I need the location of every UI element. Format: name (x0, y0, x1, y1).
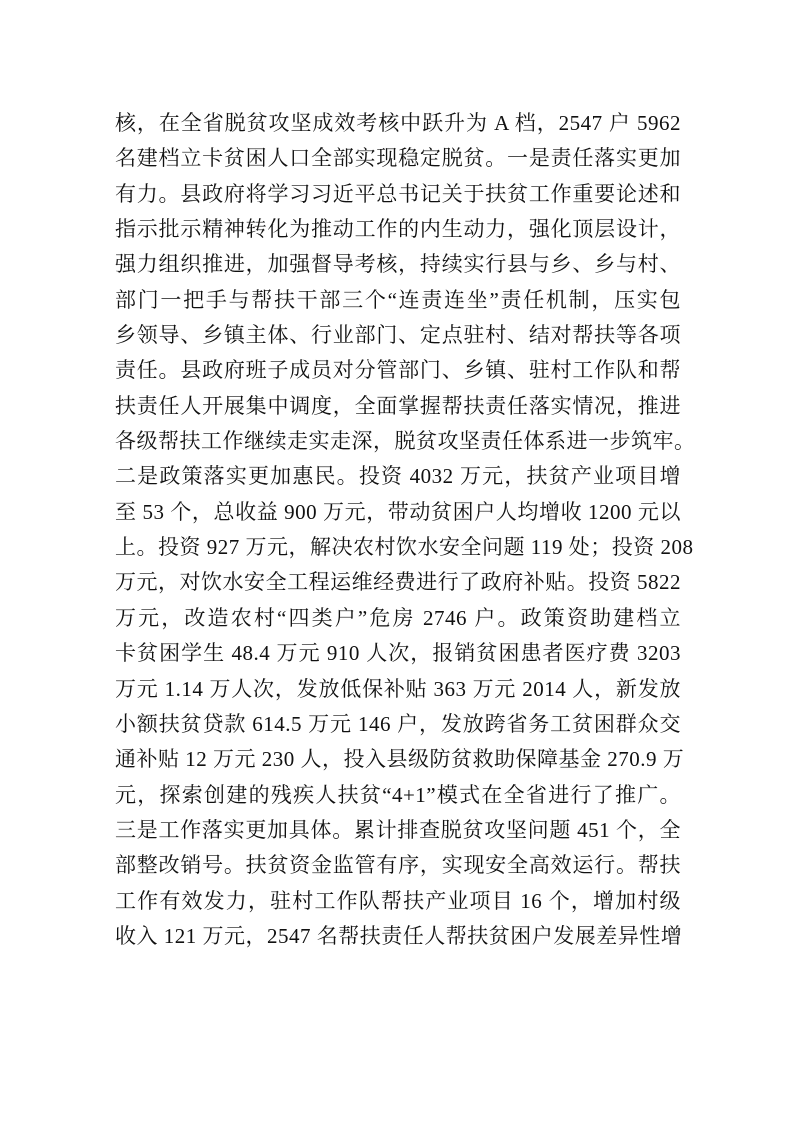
text-line: 责任。县政府班子成员对分管部门、乡镇、驻村工作队和帮 (115, 358, 681, 383)
text-line: 部整改销号。扶贫资金监管有序，实现安全高效运行。帮扶 (115, 853, 681, 878)
text-line: 三是工作落实更加具体。累计排查脱贫攻坚问题 451 个，全 (115, 817, 681, 842)
text-line: 工作有效发力，驻村工作队帮扶产业项目 16 个，增加村级 (115, 888, 681, 913)
text-line: 各级帮扶工作继续走实走深，脱贫攻坚责任体系进一步筑牢。 (115, 429, 696, 454)
text-line: 元，探索创建的残疾人扶贫“4+1”模式在全省进行了推广。 (115, 782, 681, 807)
text-line: 上。投资 927 万元，解决农村饮水安全问题 119 处；投资 208 (115, 535, 694, 560)
text-line: 乡领导、乡镇主体、行业部门、定点驻村、结对帮扶等各项 (115, 323, 681, 348)
text-line: 有力。县政府将学习习近平总书记关于扶贫工作重要论述和 (115, 181, 681, 206)
text-line: 至 53 个，总收益 900 万元，带动贫困户人均增收 1200 元以 (115, 499, 681, 524)
text-line: 卡贫困学生 48.4 万元 910 人次，报销贫困患者医疗费 3203 (115, 641, 681, 666)
text-line: 核，在全省脱贫攻坚成效考核中跃升为 A 档，2547 户 5962 (115, 111, 681, 135)
text-line: 部门一把手与帮扶干部三个“连责连坐”责任机制，压实包 (115, 287, 681, 312)
text-line: 名建档立卡贫困人口全部实现稳定脱贫。一是责任落实更加 (115, 146, 681, 171)
text-line: 万元 1.14 万人次，发放低保补贴 363 万元 2014 人，新发放 (115, 676, 681, 701)
text-line: 通补贴 12 万元 230 人，投入县级防贫救助保障基金 270.9 万 (115, 747, 685, 772)
text-line: 小额扶贫贷款 614.5 万元 146 户，发放跨省务工贫困群众交 (115, 711, 681, 736)
text-line: 万元，对饮水安全工程运维经费进行了政府补贴。投资 5822 (115, 570, 681, 595)
text-line: 扶责任人开展集中调度，全面掌握帮扶责任落实情况，推进 (115, 393, 681, 418)
text-line: 二是政策落实更加惠民。投资 4032 万元，扶贫产业项目增 (115, 464, 681, 489)
document-body (115, 106, 696, 954)
text-line: 强力组织推进，加强督导考核，持续实行县与乡、乡与村、 (115, 252, 681, 277)
text-line: 万元，改造农村“四类户”危房 2746 户。政策资助建档立 (115, 605, 681, 630)
text-line: 指示批示精神转化为推动工作的内生动力，强化顶层设计， (115, 217, 681, 242)
text-line: 收入 121 万元，2547 名帮扶责任人帮扶贫困户发展差异性增 (115, 923, 683, 948)
